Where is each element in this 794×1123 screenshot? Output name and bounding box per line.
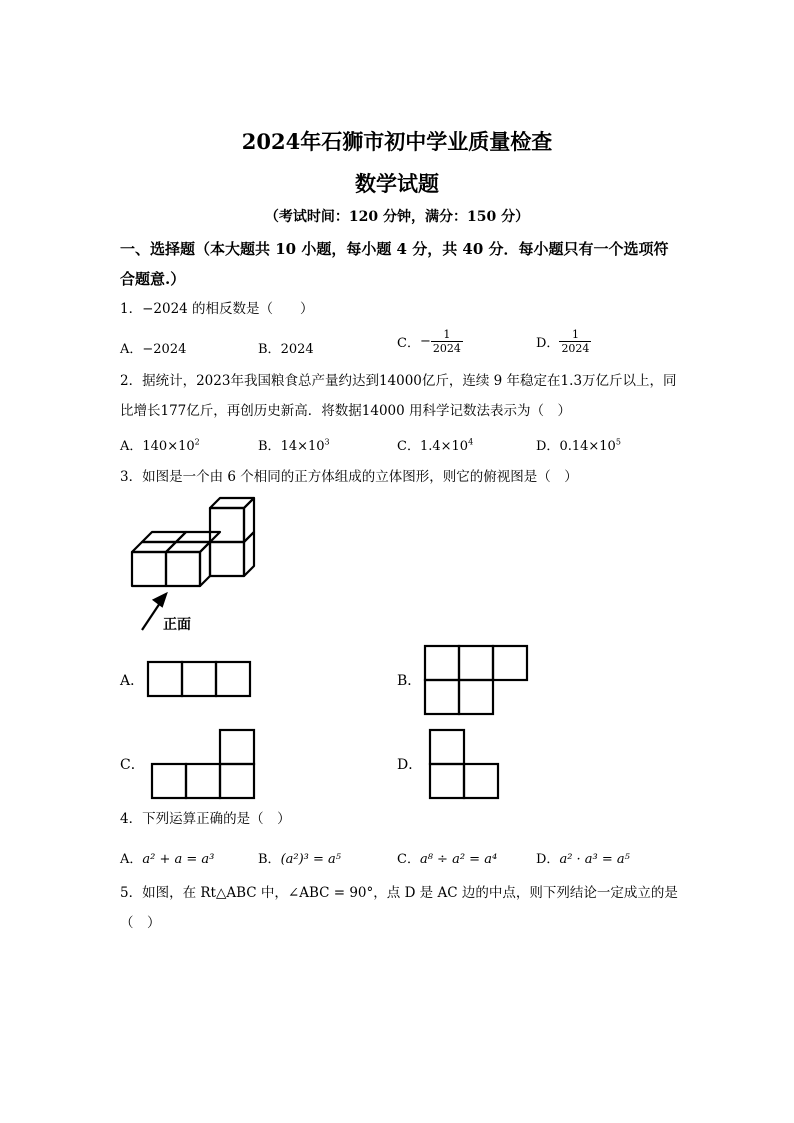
q2-option-a-label: A． bbox=[120, 439, 143, 454]
fraction-numerator: 1 bbox=[443, 328, 451, 341]
q4-option-a[interactable] bbox=[120, 848, 214, 867]
q2-option-c-base: 1.4×10 bbox=[419, 439, 469, 454]
q4-option-a-expr: a² + a = a³ bbox=[142, 852, 215, 867]
question-3-stem: 3．如图是一个由 6 个相同的正方体组成的立体图形，则它的俯视图是（ ） bbox=[120, 469, 578, 485]
q3-option-d-view bbox=[428, 728, 500, 800]
q2-option-c-label: C． bbox=[397, 439, 420, 454]
q1-option-a-text: −2024 bbox=[142, 342, 187, 357]
q4-option-c-label: C． bbox=[397, 852, 420, 867]
q2-option-c-exponent: 4 bbox=[468, 437, 474, 447]
question-5-stem bbox=[120, 878, 680, 938]
q1-option-d-label: D． bbox=[536, 336, 560, 351]
q4-option-d-expr: a² · a³ = a⁵ bbox=[559, 852, 630, 867]
q1-option-b-text: 2024 bbox=[280, 342, 314, 357]
q2-option-c[interactable] bbox=[397, 435, 473, 454]
section-heading bbox=[120, 234, 680, 294]
question-2-line2: 比增长177亿斤，再创历史新高．将数据14000 用科学记数法表示为（ ） bbox=[120, 403, 572, 419]
q2-option-d[interactable] bbox=[536, 435, 621, 454]
q2-option-b-exponent: 3 bbox=[324, 437, 330, 447]
q1-option-d[interactable] bbox=[536, 328, 591, 355]
q1-option-c[interactable] bbox=[397, 328, 463, 355]
question-1-stem: 1．−2024 的相反数是（ ） bbox=[120, 301, 314, 317]
page-title: 2024年石狮市初中学业质量检查 bbox=[241, 129, 553, 154]
question-4-stem: 4．下列运算正确的是（ ） bbox=[120, 811, 291, 827]
q2-option-d-label: D． bbox=[536, 439, 560, 454]
q1-option-a-label: A． bbox=[120, 342, 143, 357]
q2-option-a[interactable] bbox=[120, 435, 200, 454]
q1-option-a[interactable] bbox=[120, 338, 186, 357]
q4-option-d-label: D． bbox=[536, 852, 560, 867]
fraction-denominator: 2024 bbox=[561, 342, 590, 355]
q4-option-c[interactable] bbox=[397, 848, 497, 867]
q2-option-b-label: B． bbox=[258, 439, 281, 454]
q4-option-d[interactable] bbox=[536, 848, 630, 867]
q1-option-c-label: C． bbox=[397, 336, 420, 351]
question-5-line2: （ ） bbox=[120, 915, 161, 931]
q2-option-d-base: 0.14×10 bbox=[559, 439, 616, 454]
q2-option-b[interactable] bbox=[258, 435, 330, 454]
q1-option-b-label: B． bbox=[258, 342, 281, 357]
q4-option-c-expr: a⁸ ÷ a² = a⁴ bbox=[419, 852, 498, 867]
page-subtitle: 数学试题 bbox=[355, 171, 439, 196]
q2-option-a-exponent: 2 bbox=[194, 437, 200, 447]
q4-option-b-expr: (a²)³ = a⁵ bbox=[280, 852, 341, 867]
q4-option-b-label: B． bbox=[258, 852, 281, 867]
q1-option-d-fraction bbox=[559, 328, 591, 355]
q2-option-a-base: 140×10 bbox=[142, 439, 195, 454]
q3-option-a-view bbox=[146, 660, 252, 698]
cube-stack-figure bbox=[128, 496, 268, 636]
section-heading-line1: 一、选择题（本大题共 10 小题，每小题 4 分，共 40 分．每小题只有一个选项符 bbox=[120, 240, 669, 258]
q3-option-c-view bbox=[150, 728, 256, 800]
exam-info: （考试时间：120 分钟，满分：150 分） bbox=[264, 209, 530, 225]
question-2-stem bbox=[120, 366, 680, 426]
question-2-line1: 2．据统计，2023年我国粮食总产量约达到14000亿斤，连续 9 年稳定在1.3万亿斤以上，同 bbox=[120, 373, 677, 389]
q3-option-b-label[interactable]: B． bbox=[397, 673, 422, 689]
q3-option-b-view bbox=[423, 644, 529, 716]
q2-option-d-exponent: 5 bbox=[615, 437, 621, 447]
q3-option-c-label[interactable]: C． bbox=[120, 757, 145, 773]
q1-option-c-fraction bbox=[431, 328, 463, 355]
front-label: 正面 bbox=[163, 617, 191, 633]
question-5-line1: 5．如图，在 Rt△ABC 中，∠ABC = 90°，点 D 是 AC 边的中点，则下列结论一定成立的是 bbox=[120, 885, 678, 901]
fraction-numerator: 1 bbox=[571, 328, 579, 341]
q4-option-b[interactable] bbox=[258, 848, 341, 867]
q4-option-a-label: A． bbox=[120, 852, 143, 867]
fraction-denominator: 2024 bbox=[432, 342, 461, 355]
q1-option-c-sign: − bbox=[419, 334, 431, 349]
q1-option-b[interactable] bbox=[258, 338, 314, 357]
section-heading-line2: 合题意.） bbox=[120, 270, 186, 288]
q3-option-d-label[interactable]: D． bbox=[397, 757, 423, 773]
q2-option-b-base: 14×10 bbox=[280, 439, 325, 454]
q3-option-a-label[interactable]: A． bbox=[120, 673, 145, 689]
